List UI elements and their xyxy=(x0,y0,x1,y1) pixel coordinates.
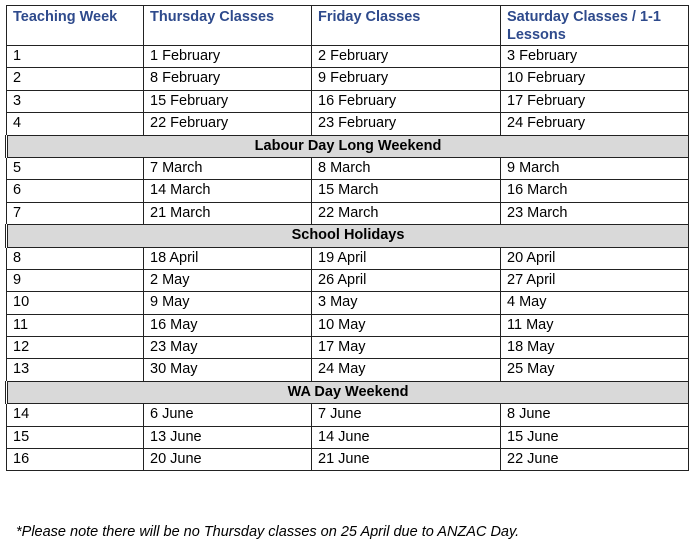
table-row xyxy=(7,359,689,381)
cell-thursday-date: 2 May xyxy=(144,269,312,291)
break-row xyxy=(7,135,689,157)
cell-friday-date: 16 February xyxy=(312,90,501,112)
table-body xyxy=(7,46,689,471)
cell-saturday-date: 20 April xyxy=(501,247,689,269)
table-row xyxy=(7,202,689,224)
cell-saturday-date: 9 March xyxy=(501,157,689,179)
cell-teaching-week: 13 xyxy=(7,359,144,381)
cell-thursday-date: 8 February xyxy=(144,68,312,90)
table-row xyxy=(7,113,689,135)
cell-thursday-date: 1 February xyxy=(144,46,312,68)
cell-teaching-week: 15 xyxy=(7,426,144,448)
cell-teaching-week: 16 xyxy=(7,449,144,471)
header-thursday-classes: Thursday Classes xyxy=(144,6,312,46)
cell-teaching-week: 2 xyxy=(7,68,144,90)
header-friday-classes: Friday Classes xyxy=(312,6,501,46)
cell-saturday-date: 8 June xyxy=(501,404,689,426)
table-row xyxy=(7,180,689,202)
table-row xyxy=(7,46,689,68)
cell-friday-date: 10 May xyxy=(312,314,501,336)
table-row xyxy=(7,247,689,269)
cell-saturday-date: 27 April xyxy=(501,269,689,291)
header-teaching-week: Teaching Week xyxy=(7,6,144,46)
cell-thursday-date: 15 February xyxy=(144,90,312,112)
cell-friday-date: 15 March xyxy=(312,180,501,202)
table-row xyxy=(7,157,689,179)
cell-teaching-week: 4 xyxy=(7,113,144,135)
table-row xyxy=(7,68,689,90)
cell-friday-date: 2 February xyxy=(312,46,501,68)
cell-teaching-week: 6 xyxy=(7,180,144,202)
cell-teaching-week: 14 xyxy=(7,404,144,426)
cell-friday-date: 23 February xyxy=(312,113,501,135)
cell-friday-date: 19 April xyxy=(312,247,501,269)
schedule-table xyxy=(5,5,689,471)
break-row xyxy=(7,225,689,247)
header-saturday-classes: Saturday Classes / 1-1 Lessons xyxy=(501,6,689,46)
cell-teaching-week: 9 xyxy=(7,269,144,291)
break-label: School Holidays xyxy=(7,225,689,247)
cell-thursday-date: 21 March xyxy=(144,202,312,224)
cell-teaching-week: 1 xyxy=(7,46,144,68)
break-label: Labour Day Long Weekend xyxy=(7,135,689,157)
cell-friday-date: 26 April xyxy=(312,269,501,291)
cell-thursday-date: 23 May xyxy=(144,337,312,359)
cell-friday-date: 14 June xyxy=(312,426,501,448)
cell-saturday-date: 18 May xyxy=(501,337,689,359)
cell-saturday-date: 10 February xyxy=(501,68,689,90)
cell-saturday-date: 11 May xyxy=(501,314,689,336)
cell-thursday-date: 14 March xyxy=(144,180,312,202)
cell-teaching-week: 11 xyxy=(7,314,144,336)
break-label: WA Day Weekend xyxy=(7,381,689,403)
table-row xyxy=(7,404,689,426)
cell-teaching-week: 7 xyxy=(7,202,144,224)
cell-thursday-date: 16 May xyxy=(144,314,312,336)
cell-saturday-date: 4 May xyxy=(501,292,689,314)
table-row xyxy=(7,337,689,359)
cell-friday-date: 9 February xyxy=(312,68,501,90)
cell-thursday-date: 20 June xyxy=(144,449,312,471)
cell-teaching-week: 5 xyxy=(7,157,144,179)
table-row xyxy=(7,449,689,471)
cell-teaching-week: 10 xyxy=(7,292,144,314)
cell-saturday-date: 23 March xyxy=(501,202,689,224)
cell-saturday-date: 17 February xyxy=(501,90,689,112)
cell-thursday-date: 7 March xyxy=(144,157,312,179)
cell-saturday-date: 24 February xyxy=(501,113,689,135)
cell-friday-date: 17 May xyxy=(312,337,501,359)
cell-thursday-date: 18 April xyxy=(144,247,312,269)
cell-thursday-date: 30 May xyxy=(144,359,312,381)
cell-saturday-date: 25 May xyxy=(501,359,689,381)
cell-teaching-week: 8 xyxy=(7,247,144,269)
table-row xyxy=(7,90,689,112)
cell-saturday-date: 16 March xyxy=(501,180,689,202)
header-row xyxy=(7,6,689,46)
table-row xyxy=(7,292,689,314)
cell-thursday-date: 22 February xyxy=(144,113,312,135)
cell-friday-date: 7 June xyxy=(312,404,501,426)
footnote: *Please note there will be no Thursday classes on 25 April due to ANZAC Day. xyxy=(16,524,520,540)
cell-saturday-date: 3 February xyxy=(501,46,689,68)
table-row xyxy=(7,426,689,448)
cell-teaching-week: 3 xyxy=(7,90,144,112)
cell-friday-date: 22 March xyxy=(312,202,501,224)
break-row xyxy=(7,381,689,403)
cell-thursday-date: 6 June xyxy=(144,404,312,426)
cell-friday-date: 3 May xyxy=(312,292,501,314)
table-row xyxy=(7,314,689,336)
cell-saturday-date: 22 June xyxy=(501,449,689,471)
cell-saturday-date: 15 June xyxy=(501,426,689,448)
cell-friday-date: 21 June xyxy=(312,449,501,471)
table-header xyxy=(7,6,689,46)
cell-friday-date: 24 May xyxy=(312,359,501,381)
cell-thursday-date: 13 June xyxy=(144,426,312,448)
cell-teaching-week: 12 xyxy=(7,337,144,359)
cell-thursday-date: 9 May xyxy=(144,292,312,314)
table-row xyxy=(7,269,689,291)
cell-friday-date: 8 March xyxy=(312,157,501,179)
